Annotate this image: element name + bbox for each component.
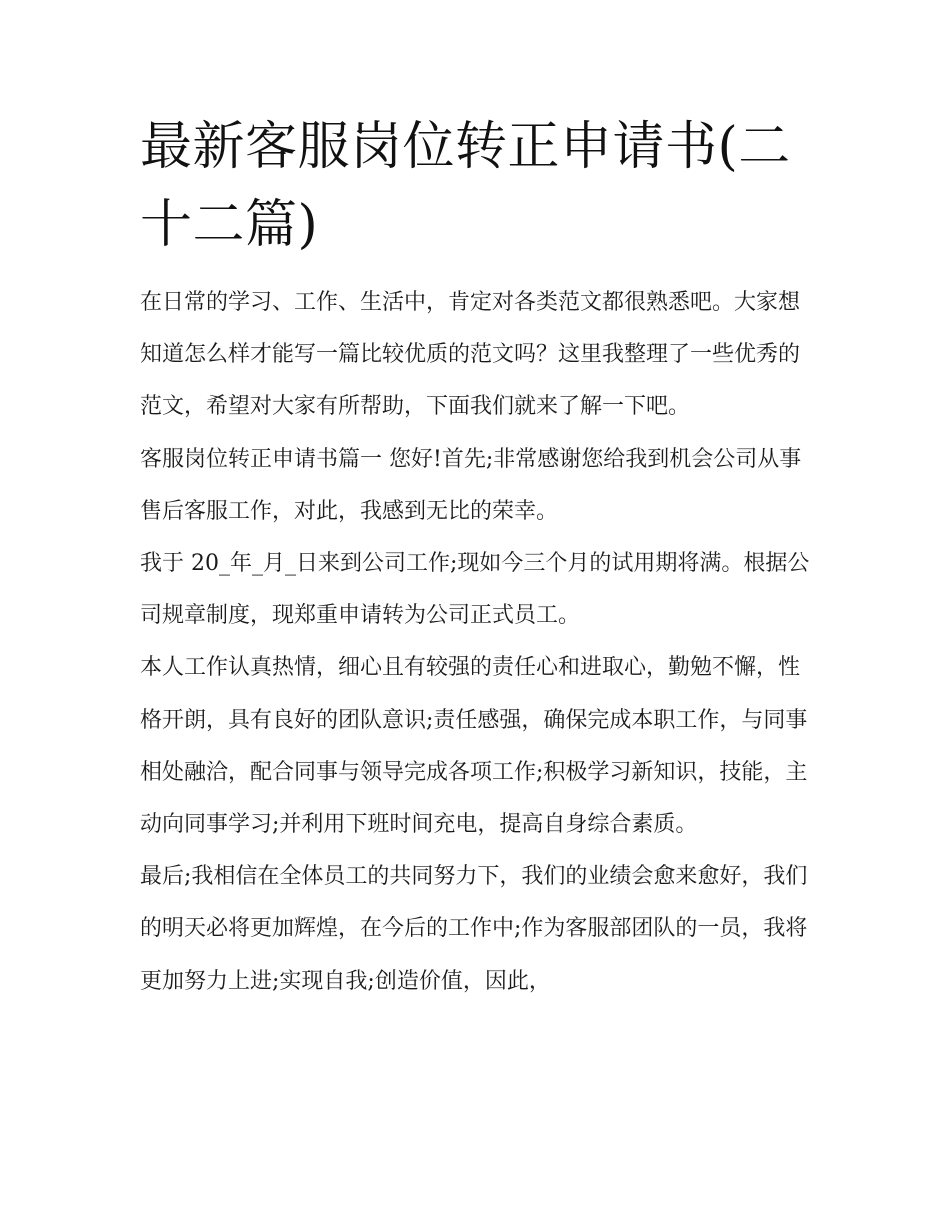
greeting-paragraph: 客服岗位转正申请书篇一 您好!首先;非常感谢您给我到机会公司从事售后客服工作，对此，我感到无比的荣幸。 bbox=[140, 446, 802, 524]
closing-paragraph: 最后;我相信在全体员工的共同努力下，我们的业绩会愈来愈好，我们的明天必将更加辉煌，在今后的工作中;作为客服部团队的一员，我将更加努力上进;实现自我;创造价值，因此， bbox=[140, 864, 808, 994]
self-assessment-paragraph: 本人工作认真热情，细心且有较强的责任心和进取心，勤勉不懈，性格开朗，具有良好的团队意识;责任感强，确保完成本职工作，与同事相处融洽，配合同事与领导完成各项工作;积极学习新知识，技能，主动向同事学习;并利用下班时间充电，提高自身综合素质。 bbox=[140, 655, 808, 838]
intro-paragraph: 在日常的学习、工作、生活中，肯定对各类范文都很熟悉吧。大家想知道怎么样才能写一篇比较优质的范文吗？这里我整理了一些优秀的范文，希望对大家有所帮助，下面我们就来了解一下吧。 bbox=[140, 290, 801, 420]
start-date-paragraph: 我于 20_年_月_日来到公司工作;现如今三个月的试用期将满。根据公司规章制度，现郑重申请转为公司正式员工。 bbox=[140, 551, 810, 629]
document-body bbox=[140, 108, 816, 1008]
document-title: 最新客服岗位转正申请书(二十二篇) bbox=[140, 117, 791, 255]
